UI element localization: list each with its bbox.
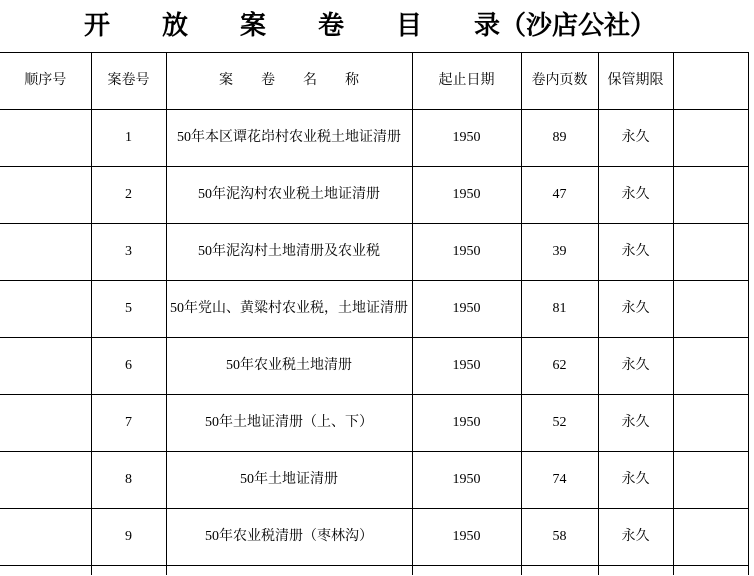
table-row xyxy=(0,395,748,452)
file-no-cell[interactable]: 7 xyxy=(91,395,166,452)
page-count-cell[interactable]: 39 xyxy=(521,224,598,281)
extra-cell[interactable] xyxy=(673,566,748,576)
file-name-cell[interactable]: 50年泥沟村农业税土地证清册 xyxy=(166,167,412,224)
extra-cell[interactable] xyxy=(673,224,748,281)
header-retention[interactable]: 保管期限 xyxy=(598,53,673,110)
retention-cell[interactable]: 永久 xyxy=(598,281,673,338)
seq-cell[interactable] xyxy=(0,338,91,395)
retention-cell[interactable] xyxy=(598,566,673,576)
table-row-partial xyxy=(0,566,748,576)
seq-cell[interactable] xyxy=(0,167,91,224)
retention-cell[interactable]: 永久 xyxy=(598,452,673,509)
extra-cell[interactable] xyxy=(673,452,748,509)
file-no-cell[interactable]: 2 xyxy=(91,167,166,224)
date-range-cell[interactable]: 1950 xyxy=(412,509,521,566)
date-range-cell[interactable]: 1950 xyxy=(412,395,521,452)
file-no-cell[interactable]: 3 xyxy=(91,224,166,281)
seq-cell[interactable] xyxy=(0,452,91,509)
seq-cell[interactable] xyxy=(0,110,91,167)
page-title: 开 放 案 卷 目 录（沙店公社） xyxy=(83,11,656,41)
retention-cell[interactable]: 永久 xyxy=(598,509,673,566)
seq-cell[interactable] xyxy=(0,281,91,338)
file-name-cell[interactable]: 50年农业税清册（枣林沟） xyxy=(166,509,412,566)
page-count-cell[interactable]: 74 xyxy=(521,452,598,509)
seq-cell[interactable] xyxy=(0,224,91,281)
header-file-name[interactable]: 案 卷 名 称 xyxy=(166,53,412,110)
file-no-cell[interactable] xyxy=(91,566,166,576)
retention-cell[interactable]: 永久 xyxy=(598,224,673,281)
table-row xyxy=(0,110,748,167)
date-range-cell[interactable]: 1950 xyxy=(412,281,521,338)
file-name-cell[interactable]: 50年泥沟村土地清册及农业税 xyxy=(166,224,412,281)
seq-cell[interactable] xyxy=(0,566,91,576)
file-no-cell[interactable]: 8 xyxy=(91,452,166,509)
date-range-cell[interactable]: 1950 xyxy=(412,167,521,224)
extra-cell[interactable] xyxy=(673,338,748,395)
file-name-cell[interactable]: 50年土地证清册 xyxy=(166,452,412,509)
extra-cell[interactable] xyxy=(673,110,748,167)
table-row xyxy=(0,224,748,281)
table-row xyxy=(0,338,748,395)
date-range-cell[interactable]: 1950 xyxy=(412,224,521,281)
file-name-cell[interactable]: 50年土地证清册（上、下） xyxy=(166,395,412,452)
page-count-cell[interactable]: 52 xyxy=(521,395,598,452)
retention-cell[interactable]: 永久 xyxy=(598,110,673,167)
retention-cell[interactable]: 永久 xyxy=(598,167,673,224)
table-row xyxy=(0,281,748,338)
page-count-cell[interactable]: 62 xyxy=(521,338,598,395)
table-row xyxy=(0,167,748,224)
date-range-cell[interactable] xyxy=(412,566,521,576)
page-count-cell[interactable]: 81 xyxy=(521,281,598,338)
page-count-cell[interactable]: 89 xyxy=(521,110,598,167)
page-count-cell[interactable]: 58 xyxy=(521,509,598,566)
extra-cell[interactable] xyxy=(673,395,748,452)
seq-cell[interactable] xyxy=(0,509,91,566)
extra-cell[interactable] xyxy=(673,509,748,566)
file-name-cell[interactable]: 50年党山、黄粱村农业税，土地证清册 xyxy=(166,281,412,338)
file-no-cell[interactable]: 5 xyxy=(91,281,166,338)
file-name-cell[interactable] xyxy=(166,566,412,576)
header-page-count[interactable]: 卷内页数 xyxy=(521,53,598,110)
extra-cell[interactable] xyxy=(673,281,748,338)
seq-cell[interactable] xyxy=(0,395,91,452)
header-date-range[interactable]: 起止日期 xyxy=(412,53,521,110)
date-range-cell[interactable]: 1950 xyxy=(412,452,521,509)
page-count-cell[interactable] xyxy=(521,566,598,576)
file-name-cell[interactable]: 50年本区谭花岇村农业税土地证清册 xyxy=(166,110,412,167)
header-row xyxy=(0,53,748,110)
header-seq[interactable]: 顺序号 xyxy=(0,53,91,110)
table-row xyxy=(0,509,748,566)
header-file-no[interactable]: 案卷号 xyxy=(91,53,166,110)
date-range-cell[interactable]: 1950 xyxy=(412,338,521,395)
file-no-cell[interactable]: 9 xyxy=(91,509,166,566)
file-no-cell[interactable]: 6 xyxy=(91,338,166,395)
date-range-cell[interactable]: 1950 xyxy=(412,110,521,167)
file-name-cell[interactable]: 50年农业税土地清册 xyxy=(166,338,412,395)
header-extra[interactable] xyxy=(673,53,748,110)
extra-cell[interactable] xyxy=(673,167,748,224)
archive-catalog-table xyxy=(0,52,749,575)
file-no-cell[interactable]: 1 xyxy=(91,110,166,167)
table-row xyxy=(0,452,748,509)
page-count-cell[interactable]: 47 xyxy=(521,167,598,224)
retention-cell[interactable]: 永久 xyxy=(598,395,673,452)
retention-cell[interactable]: 永久 xyxy=(598,338,673,395)
